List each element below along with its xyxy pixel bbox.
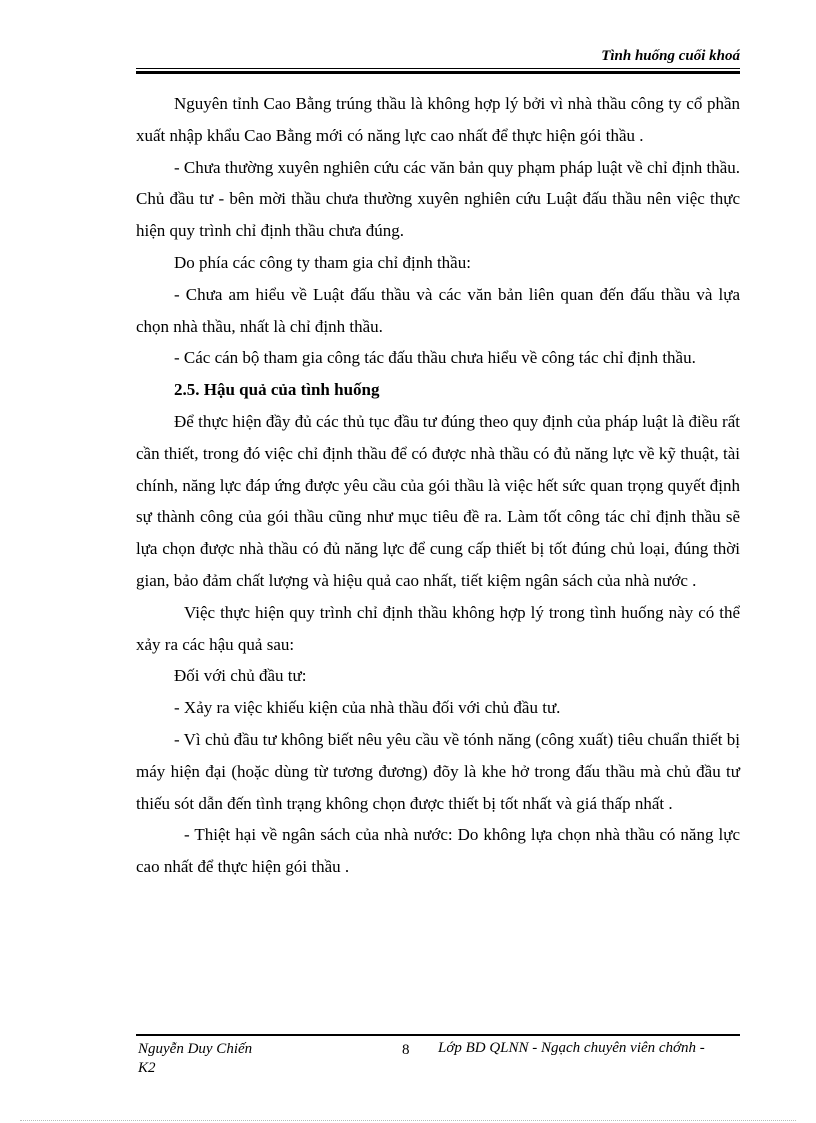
page-body [136,88,740,883]
section-heading: 2.5. Hậu quả của tình huống [174,380,380,400]
paragraph: Để thực hiện đầy đủ các thủ tục đầu tư đúng theo quy định của pháp luật là điều rất cần thiết, trong đó việc chỉ định thầu để có được nhà thầu có đủ năng lực về kỹ thuật, tài chính, năng lực đáp ứng được yêu cầu của gói thầu là việc hết sức quan trọng quyết định sự thành công của gói thầu cũng như mục tiêu đề ra. Làm tốt công tác chỉ định thầu sẽ lựa chọn được nhà thầu có đủ năng lực để cung cấp thiết bị tốt đúng chủ loại, đúng thời gian, bảo đảm chất lượng và hiệu quả cao nhất, tiết kiệm ngân sách của nhà nước . [136,411,740,590]
paragraph: Do phía các công ty tham gia chỉ định thầu: [174,252,471,272]
footer-class-name: Lớp BD QLNN - Ngạch chuyên viên chớnh - [438,1040,705,1056]
paragraph: - Thiệt hại về ngân sách của nhà nước: Do không lựa chọn nhà thầu có năng lực cao nhất để thực hiện gói thầu . [136,825,740,877]
footer-rule [136,1034,740,1036]
footer-author-cohort: K2 [138,1060,156,1076]
paragraph: Nguyên tỉnh Cao Bằng trúng thầu là không hợp lý bởi vì nhà thầu công ty cổ phần xuất nhập khẩu Cao Bằng mới có năng lực cao nhất để thực hiện gói thầu . [136,94,740,145]
paragraph: Đối với chủ đầu tư: [174,666,307,686]
page-number: 8 [402,1042,410,1058]
bottom-dotted-line [20,1120,796,1121]
paragraph: - Các cán bộ tham gia công tác đấu thầu chưa hiểu về công tác chỉ định thầu. [174,348,696,368]
paragraph: - Vì chủ đầu tư không biết nêu yêu cầu về tónh năng (công xuất) tiêu chuẩn thiết bị máy hiện đại (hoặc dùng từ tương đương) đõy là khe hở trong đấu thầu mà chủ đầu tư thiếu sót dẫn đến tình trạng không chọn được thiết bị tốt nhất và giá thấp nhất . [136,729,740,813]
paragraph: - Xảy ra việc khiếu kiện của nhà thầu đối với chủ đầu tư. [174,698,561,718]
paragraph: - Chưa thường xuyên nghiên cứu các văn bản quy phạm pháp luật về chỉ định thầu. Chủ đầu tư - bên mời thầu chưa thường xuyên nghiên cứu Luật đấu thầu nên việc thực hiện quy trình chỉ định thầu chưa đúng. [136,157,740,241]
running-header-title: Tình huống cuối khoá [601,48,740,64]
header-rule-thick [136,71,740,74]
paragraph: Việc thực hiện quy trình chỉ định thầu không hợp lý trong tình huống này có thể xảy ra các hậu quả sau: [136,602,740,654]
header-rule-thin [136,68,740,69]
paragraph: - Chưa am hiểu về Luật đấu thầu và các văn bản liên quan đến đấu thầu và lựa chọn nhà thầu, nhất là chỉ định thầu. [136,284,740,336]
footer-author-name: Nguyễn Duy Chiến [138,1041,253,1057]
footer-author [138,1040,252,1078]
